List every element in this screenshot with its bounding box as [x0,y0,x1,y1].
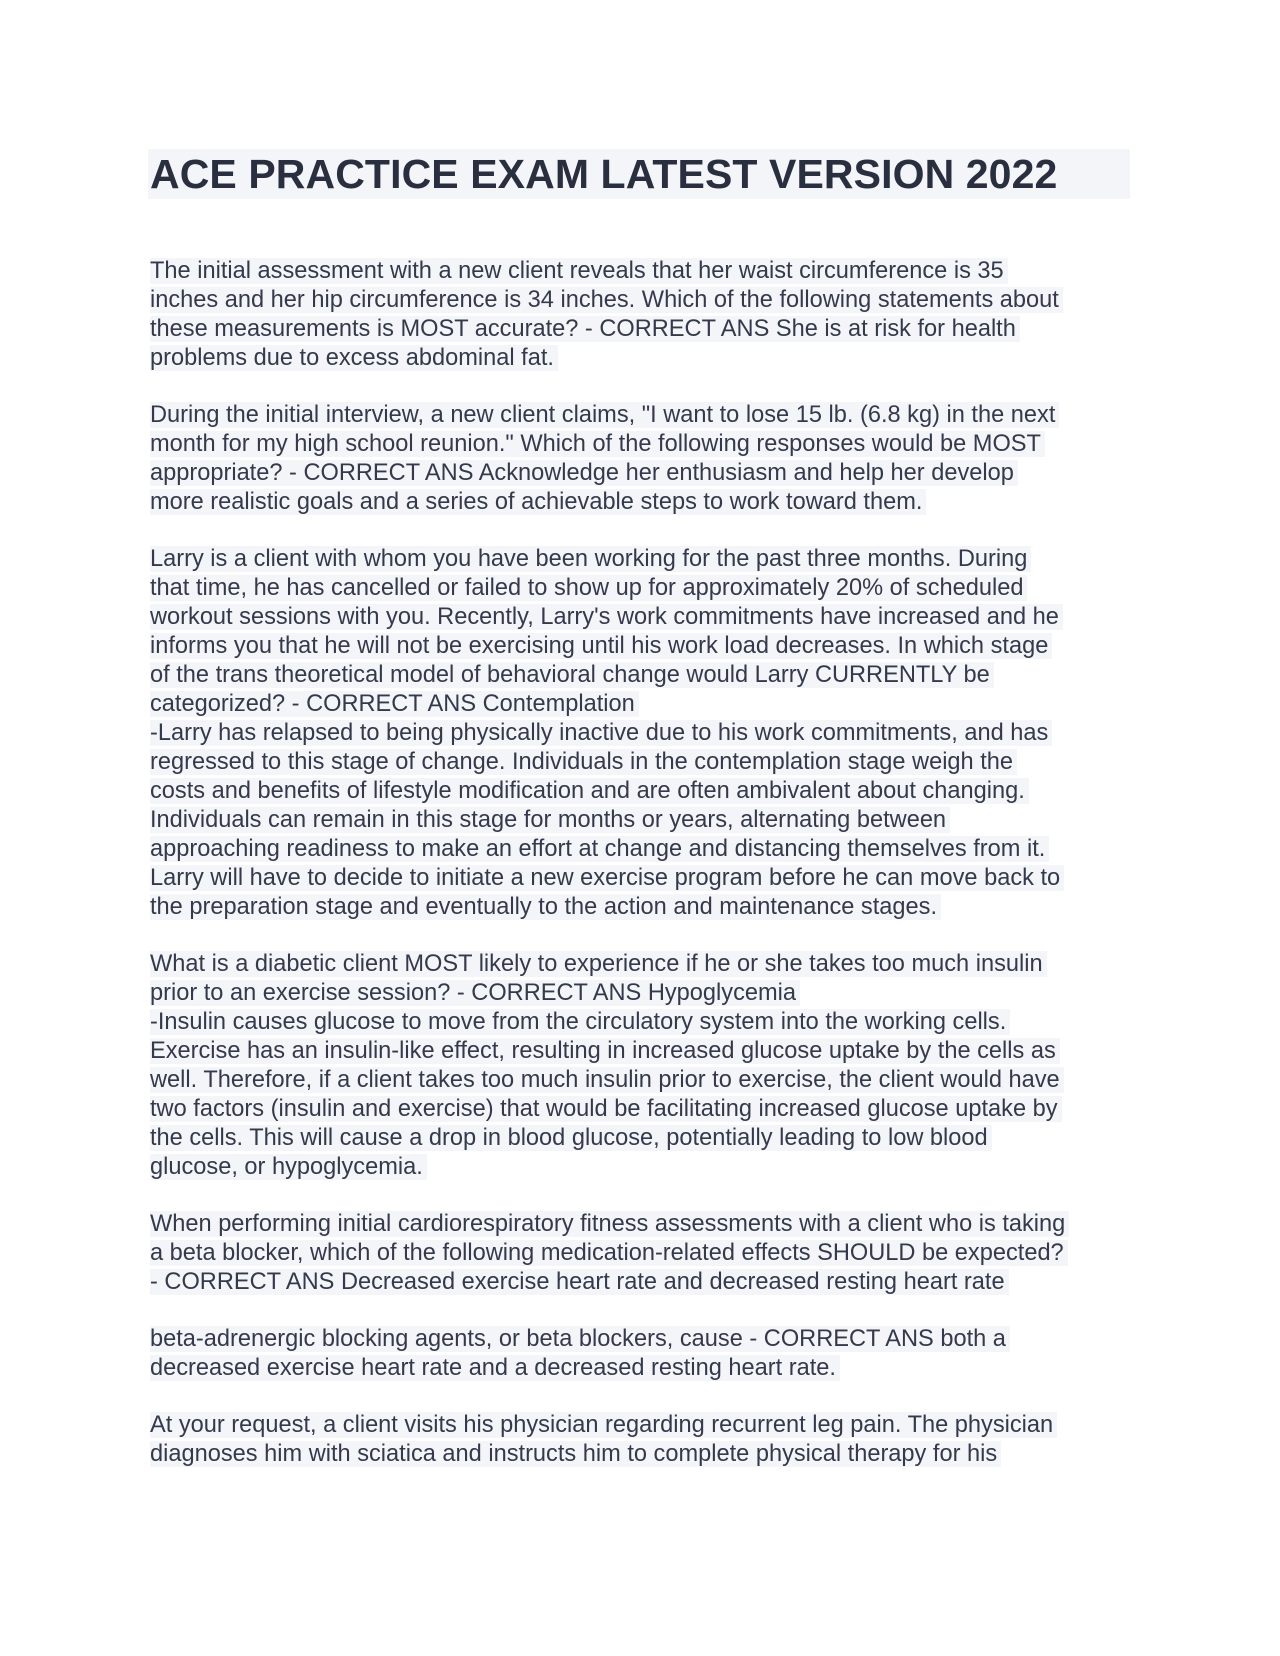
paragraph-line: beta-adrenergic blocking agents, or beta blockers, cause - CORRECT ANS both a [150,1325,1150,1354]
paragraph-line: -Larry has relapsed to being physically inactive due to his work commitments, and has [150,719,1150,748]
paragraph-line: these measurements is MOST accurate? - CORRECT ANS She is at risk for health [150,315,1150,344]
paragraph-line: a beta blocker, which of the following medication-related effects SHOULD be expected? [150,1239,1150,1268]
paragraph-line: of the trans theoretical model of behavioral change would Larry CURRENTLY be [150,661,1150,690]
paragraph-beta-blocker-definition [150,1325,1150,1383]
paragraph-line: inches and her hip circumference is 34 inches. Which of the following statements about [150,286,1150,315]
paragraph-line: problems due to excess abdominal fat. [150,344,1150,373]
paragraph-line: What is a diabetic client MOST likely to experience if he or she takes too much insulin [150,950,1150,979]
paragraph-line: that time, he has cancelled or failed to show up for approximately 20% of scheduled [150,574,1150,603]
paragraph-line: Larry is a client with whom you have been working for the past three months. During [150,545,1150,574]
paragraph-line: The initial assessment with a new client reveals that her waist circumference is 35 [150,257,1150,286]
paragraph-line: decreased exercise heart rate and a decreased resting heart rate. [150,1354,1150,1383]
paragraph-line: workout sessions with you. Recently, Larry's work commitments have increased and he [150,603,1150,632]
paragraph-line: -Insulin causes glucose to move from the circulatory system into the working cells. [150,1008,1150,1037]
paragraph-line: At your request, a client visits his physician regarding recurrent leg pain. The physician [150,1411,1150,1440]
paragraph-line: prior to an exercise session? - CORRECT ANS Hypoglycemia [150,979,1150,1008]
paragraph-line: appropriate? - CORRECT ANS Acknowledge her enthusiasm and help her develop [150,459,1150,488]
paragraph-line: glucose, or hypoglycemia. [150,1153,1150,1182]
paragraph-line: informs you that he will not be exercising until his work load decreases. In which stage [150,632,1150,661]
paragraph-beta-blocker-question [150,1210,1150,1297]
paragraph-line: regressed to this stage of change. Individuals in the contemplation stage weigh the [150,748,1150,777]
paragraph-line: the cells. This will cause a drop in blood glucose, potentially leading to low blood [150,1124,1150,1153]
paragraph-line: more realistic goals and a series of achievable steps to work toward them. [150,488,1150,517]
paragraph-larry-contemplation [150,545,1150,922]
paragraph-line: the preparation stage and eventually to the action and maintenance stages. [150,893,1150,922]
paragraph-line: diagnoses him with sciatica and instructs him to complete physical therapy for his [150,1440,1150,1469]
paragraph-line: When performing initial cardiorespiratory fitness assessments with a client who is taking [150,1210,1150,1239]
paragraph-line: approaching readiness to make an effort at change and distancing themselves from it. [150,835,1150,864]
paragraph-line: two factors (insulin and exercise) that would be facilitating increased glucose uptake by [150,1095,1150,1124]
paragraph-line: Individuals can remain in this stage for months or years, alternating between [150,806,1150,835]
document-title: ACE PRACTICE EXAM LATEST VERSION 2022 [148,149,1130,199]
paragraph-hypoglycemia [150,950,1150,1182]
paragraph-line: Exercise has an insulin-like effect, resulting in increased glucose uptake by the cells as [150,1037,1150,1066]
paragraph-line: - CORRECT ANS Decreased exercise heart rate and decreased resting heart rate [150,1268,1150,1297]
paragraph-line: well. Therefore, if a client takes too much insulin prior to exercise, the client would have [150,1066,1150,1095]
paragraph-sciatica [150,1411,1150,1469]
paragraph-line: categorized? - CORRECT ANS Contemplation [150,690,1150,719]
paragraph-line: month for my high school reunion." Which of the following responses would be MOST [150,430,1150,459]
paragraph-line: costs and benefits of lifestyle modification and are often ambivalent about changing. [150,777,1150,806]
paragraph-line: During the initial interview, a new client claims, "I want to lose 15 lb. (6.8 kg) in the next [150,401,1150,430]
paragraph-line: Larry will have to decide to initiate a new exercise program before he can move back to [150,864,1150,893]
paragraph-reunion-goal [150,401,1150,517]
paragraph-waist-hip [150,257,1150,373]
